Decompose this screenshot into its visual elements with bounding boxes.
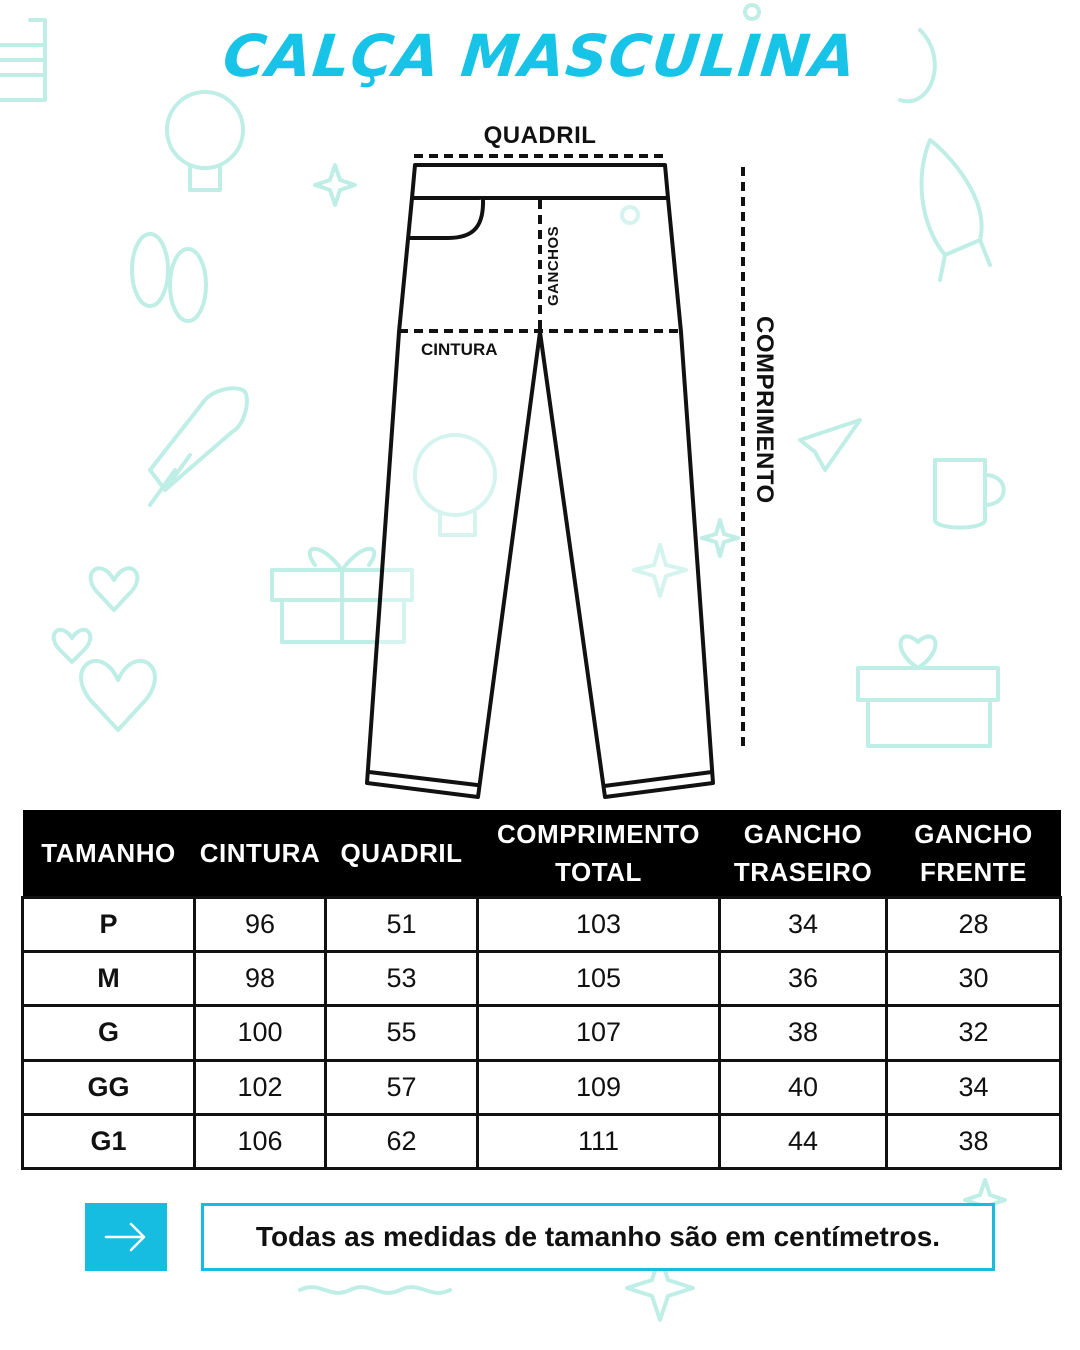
header-quadril: QUADRIL	[326, 810, 478, 898]
cintura-cell: 102	[195, 1060, 326, 1114]
quadril-label: QUADRIL	[483, 122, 597, 149]
gancho-frente-cell: 28	[887, 898, 1061, 952]
quadril-cell: 51	[326, 898, 478, 952]
comprimento-cell: 111	[478, 1114, 720, 1168]
header-comprimento-total: COMPRIMENTO TOTAL	[478, 810, 720, 898]
table-row	[23, 898, 1061, 952]
table-row	[23, 1006, 1061, 1060]
pants-outline	[367, 165, 713, 797]
table-header-row	[23, 810, 1061, 898]
measurement-note-text: Todas as medidas de tamanho são em centímetros.	[255, 1221, 941, 1252]
gancho-frente-cell: 38	[887, 1114, 1061, 1168]
page-title: CALÇA MASCULINA	[219, 22, 861, 90]
comprimento-cell: 103	[478, 898, 720, 952]
size-cell: G1	[23, 1114, 195, 1168]
comprimento-label: COMPRIMENTO	[751, 316, 778, 504]
header-tamanho: TAMANHO	[23, 810, 195, 898]
table-row	[23, 1114, 1061, 1168]
table-row	[23, 952, 1061, 1006]
comprimento-cell: 107	[478, 1006, 720, 1060]
gancho-traseiro-cell: 34	[720, 898, 887, 952]
size-cell: M	[23, 952, 195, 1006]
measurement-note	[201, 1203, 995, 1271]
gancho-traseiro-cell: 40	[720, 1060, 887, 1114]
cintura-cell: 98	[195, 952, 326, 1006]
quadril-cell: 55	[326, 1006, 478, 1060]
gancho-traseiro-cell: 38	[720, 1006, 887, 1060]
quadril-cell: 53	[326, 952, 478, 1006]
cintura-cell: 100	[195, 1006, 326, 1060]
comprimento-cell: 105	[478, 952, 720, 1006]
size-table	[21, 810, 1062, 1170]
quadril-cell: 62	[326, 1114, 478, 1168]
gancho-traseiro-cell: 44	[720, 1114, 887, 1168]
arrow-right-icon	[104, 1222, 148, 1252]
gancho-traseiro-cell: 36	[720, 952, 887, 1006]
ganchos-label: GANCHOS	[545, 225, 562, 306]
gancho-frente-cell: 32	[887, 1006, 1061, 1060]
comprimento-cell: 109	[478, 1060, 720, 1114]
quadril-cell: 57	[326, 1060, 478, 1114]
size-cell: G	[23, 1006, 195, 1060]
size-cell: GG	[23, 1060, 195, 1114]
header-cintura: CINTURA	[195, 810, 326, 898]
cintura-cell: 106	[195, 1114, 326, 1168]
cintura-label: CINTURA	[421, 340, 498, 359]
table-row	[23, 1060, 1061, 1114]
next-arrow-button[interactable]	[85, 1203, 167, 1271]
header-gancho-traseiro: GANCHO TRASEIRO	[720, 810, 887, 898]
gancho-frente-cell: 34	[887, 1060, 1061, 1114]
header-gancho-frente: GANCHO FRENTE	[887, 810, 1061, 898]
size-cell: P	[23, 898, 195, 952]
cintura-cell: 96	[195, 898, 326, 952]
gancho-frente-cell: 30	[887, 952, 1061, 1006]
